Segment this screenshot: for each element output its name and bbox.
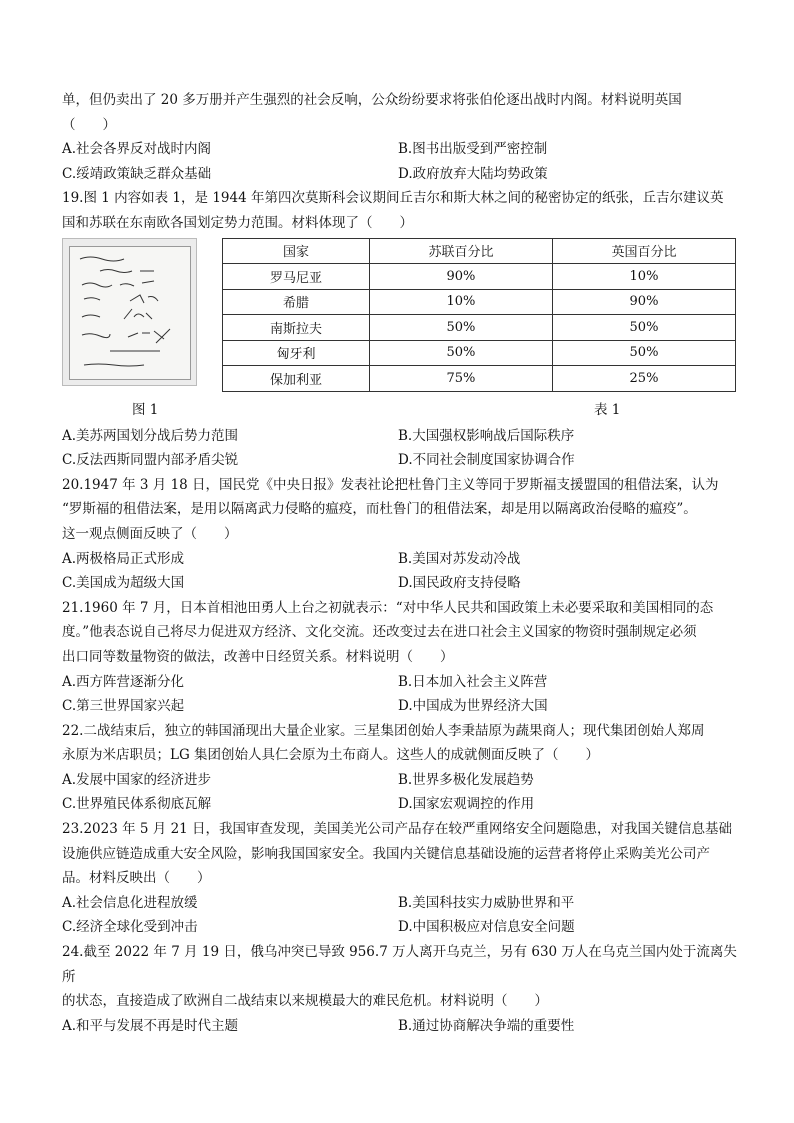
q20-line1: 20.1947 年 3 月 18 日，国民党《中央日报》发表社论把杜鲁门主义等同于罗斯福支援盟国的租借法案，认为 xyxy=(62,476,719,493)
q22-options xyxy=(62,768,738,817)
q21-option-d: D.中国成为世界经济大国 xyxy=(398,698,548,715)
table-header-row xyxy=(223,238,736,264)
q22-option-c: C.世界殖民体系彻底瓦解 xyxy=(62,796,212,813)
table-cell: 南斯拉夫 xyxy=(223,315,370,341)
q21-option-b: B.日本加入社会主义阵营 xyxy=(398,673,548,690)
q23-line2: 设施供应链造成重大安全风险，影响我国国家安全。我国内关键信息基础设施的运营者将停止采购美光公司产 xyxy=(62,845,710,862)
q21-line3: 出口同等数量物资的做法，改善中日经贸关系。材料说明（ ） xyxy=(62,648,454,665)
table-header-cell: 国家 xyxy=(223,238,370,264)
table-row xyxy=(223,289,736,315)
q22-line2: 永原为米店职员；LG 集团创始人具仁会原为土布商人。这些人的成就侧面反映了（ ） xyxy=(62,747,600,764)
q19-option-b: B.大国强权影响战后国际秩序 xyxy=(398,427,575,444)
q23-line3: 品。材料反映出（ ） xyxy=(62,870,211,887)
q18-text: 单，但仍卖出了 20 多万册并产生强烈的社会反响，公众纷纷要求将张伯伦逐出战时内阁。材料说明英国 xyxy=(62,92,682,108)
q18-option-d: D.政府放弃大陆均势政策 xyxy=(398,165,548,182)
q21-option-c: C.第三世界国家兴起 xyxy=(62,698,185,715)
table-cell: 保加利亚 xyxy=(223,366,370,392)
q20-line3: 这一观点侧面反映了（ ） xyxy=(62,525,238,542)
q24-line2: 的状态，直接造成了欧洲自二战结束以来规模最大的难民危机。材料说明（ ） xyxy=(62,993,548,1010)
table-cell: 25% xyxy=(552,366,735,392)
exam-page xyxy=(62,88,738,1038)
table-row xyxy=(223,315,736,341)
q23-option-a: A.社会信息化进程放缓 xyxy=(62,894,198,911)
q18-option-b: B.图书出版受到严密控制 xyxy=(398,141,548,158)
q19-line2: 国和苏联在东南欧各国划定势力范围。材料体现了（ ） xyxy=(62,214,413,231)
q23-option-d: D.中国积极应对信息安全问题 xyxy=(398,919,575,936)
table-row xyxy=(223,340,736,366)
q18-blank: （ ） xyxy=(62,116,116,133)
figure-1-photo xyxy=(62,238,197,386)
q24-option-a: A.和平与发展不再是时代主题 xyxy=(62,1017,239,1034)
q24-options xyxy=(62,1014,738,1039)
q20-options xyxy=(62,547,738,596)
table-1-caption: 表 1 xyxy=(594,401,621,418)
table-cell: 75% xyxy=(369,366,552,392)
q21-option-a: A.西方阵营逐渐分化 xyxy=(62,673,185,690)
q20-option-b: B.美国对苏发动冷战 xyxy=(398,550,521,567)
q23-options xyxy=(62,891,738,940)
table-cell: 50% xyxy=(369,315,552,341)
table-cell: 希腊 xyxy=(223,289,370,315)
q19-option-c: C.反法西斯同盟内部矛盾尖锐 xyxy=(62,452,239,469)
q20-option-c: C.美国成为超级大国 xyxy=(62,575,185,592)
table-header-cell: 英国百分比 xyxy=(552,238,735,264)
table-cell: 90% xyxy=(369,264,552,290)
q24-option-b: B.通过协商解决争端的重要性 xyxy=(398,1017,575,1034)
table-cell: 罗马尼亚 xyxy=(223,264,370,290)
q19-figure-row xyxy=(62,238,738,424)
q23-line1: 23.2023 年 5 月 21 日，我国审查发现，美国美光公司产品存在较严重网络安全问题隐患，对我国关键信息基础 xyxy=(62,821,733,838)
q19-option-a: A.美苏两国划分战后势力范围 xyxy=(62,427,239,444)
q18-option-c: C.绥靖政策缺乏群众基础 xyxy=(62,165,212,182)
table-cell: 90% xyxy=(552,289,735,315)
figure-1-caption: 图 1 xyxy=(132,401,159,418)
q21-options xyxy=(62,670,738,719)
q20-line2: “罗斯福的租借法案，是用以隔离武力侵略的瘟疫，而杜鲁门的租借法案，却是用以隔离政治侵略的瘟疫”。 xyxy=(62,501,697,518)
q22-option-b: B.世界多极化发展趋势 xyxy=(398,771,534,788)
table-header-cell: 苏联百分比 xyxy=(369,238,552,264)
q22-option-a: A.发展中国家的经济进步 xyxy=(62,771,212,788)
q18-option-a: A.社会各界反对战时内阁 xyxy=(62,141,212,158)
table-cell: 匈牙利 xyxy=(223,340,370,366)
table-cell: 50% xyxy=(552,315,735,341)
table-cell: 50% xyxy=(552,340,735,366)
q21-line2: 度。”他表态说自己将尽力促进双方经济、文化交流。还改变过去在进口社会主义国家的物资时强制规定必须 xyxy=(62,624,697,641)
handwritten-note-image xyxy=(69,246,191,380)
q21-line1: 21.1960 年 7 月，日本首相池田勇人上台之初就表示：“对中华人民共和国政策上未必要采取和美国相同的态 xyxy=(62,599,714,616)
q19-options xyxy=(62,424,738,473)
q23-option-b: B.美国科技实力威胁世界和平 xyxy=(398,894,575,911)
q20-option-a: A.两极格局正式形成 xyxy=(62,550,185,567)
table-row xyxy=(223,366,736,392)
q18-options xyxy=(62,137,738,186)
table-cell: 10% xyxy=(552,264,735,290)
q23-option-c: C.经济全球化受到冲击 xyxy=(62,919,198,936)
q19-option-d: D.不同社会制度国家协调合作 xyxy=(398,452,575,469)
table-cell: 10% xyxy=(369,289,552,315)
q19-line1: 19.图 1 内容如表 1，是 1944 年第四次莫斯科会议期间丘吉尔和斯大林之间的秘密协定的纸张，丘吉尔建议英 xyxy=(62,190,724,207)
q24-line1: 24.截至 2022 年 7 月 19 日，俄乌冲突已导致 956.7 万人离开乌克兰，另有 630 万人在乌克兰国内处于流离失所 xyxy=(62,944,737,985)
q22-option-d: D.国家宏观调控的作用 xyxy=(398,796,535,813)
table-cell: 50% xyxy=(369,340,552,366)
q22-line1: 22.二战结束后，独立的韩国涌现出大量企业家。三星集团创始人李秉喆原为蔬果商人；现代集团创始人郑周 xyxy=(62,722,705,739)
q20-option-d: D.国民政府支持侵略 xyxy=(398,575,521,592)
table-row xyxy=(223,264,736,290)
q19-table xyxy=(222,238,736,392)
